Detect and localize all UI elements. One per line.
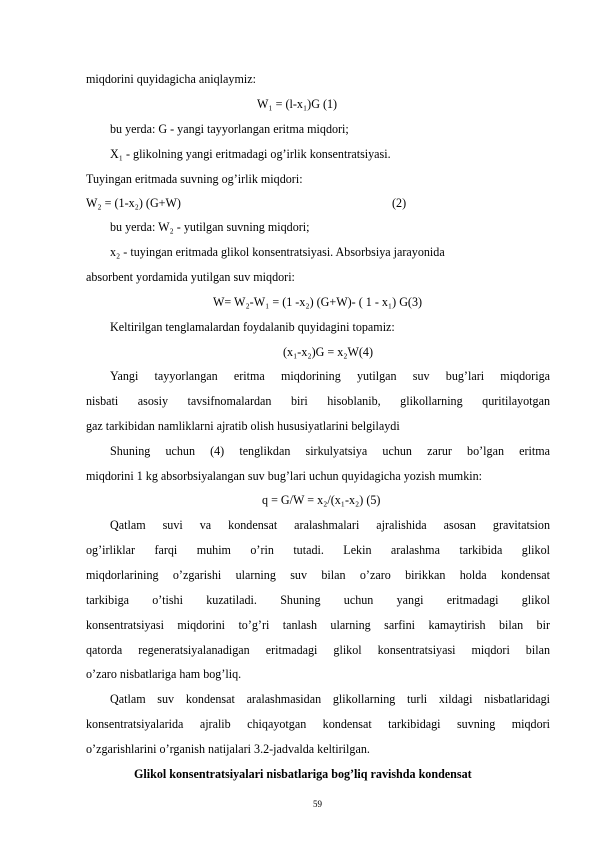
paragraph-line: konsentratsiyalarida ajralib chiqayotgan kondensat tarkibidagi suvning miqdori	[86, 717, 550, 731]
paragraph-line: Qatlam suvi va kondensat aralashmalari ajralishida asosan gravitatsion	[110, 518, 550, 532]
text-line: x₂ - tuyingan eritmada glikol konsentratsiyasi. Absorbsiya jarayonida	[110, 245, 445, 259]
formula-2-number: (2)	[392, 196, 407, 210]
paragraph-line: konsentratsiyasi miqdorini to’g’ri tanlash ularning sarfini kamaytirish bilan bir	[86, 618, 550, 632]
text-line: bu yerda: W₂ - yutilgan suvning miqdori;	[110, 220, 310, 234]
paragraph-line: o’zgarishlarini o’rganish natijalari 3.2-jadvalda keltirilgan.	[86, 742, 370, 756]
page-number: 59	[313, 799, 322, 809]
paragraph-line: tarkibiga o’tishi kuzatiladi. Shuning uchun yangi eritmadagi glikol	[86, 593, 550, 607]
paragraph-line: Shuning uchun (4) tenglikdan sirkulyatsiya uchun zarur bo’lgan eritma	[110, 444, 550, 458]
text-line: miqdorini quyidagicha aniqlaymiz:	[86, 72, 256, 86]
formula-5: q = G/W = x₂/(x₁-x₂) (5)	[262, 493, 381, 507]
paragraph-line: gaz tarkibidan namliklarni ajratib olish hususiyatlarini belgilaydi	[86, 419, 400, 433]
formula-1: W₁ = (l-x₁)G (1)	[257, 97, 338, 111]
paragraph-line: Yangi tayyorlangan eritma miqdorining yutilgan suv bug’lari miqdoriga	[110, 369, 550, 383]
text-line: absorbent yordamida yutilgan suv miqdori:	[86, 270, 295, 284]
paragraph-line: o’zaro nisbatlariga ham bog’liq.	[86, 667, 242, 681]
paragraph-line: Qatlam suv kondensat aralashmasidan glikollarning turli xildagi nisbatlaridagi	[110, 692, 550, 706]
section-heading: Glikol konsentratsiyalari nisbatlariga bog’liq ravishda kondensat	[134, 767, 472, 781]
paragraph-line: miqdorini 1 kg absorbsiyalangan suv bug’lari uchun quyidagicha yozish mumkin:	[86, 469, 483, 483]
text-line: Keltirilgan tenglamalardan foydalanib quyidagini topamiz:	[110, 320, 395, 334]
paragraph-line: nisbati asosiy tavsifnomalardan biri hisoblanib, glikollarning quritilayotgan	[86, 394, 550, 408]
paragraph-line: og’irliklar farqi muhim o’rin tutadi. Lekin aralashma tarkibida glikol	[86, 543, 550, 557]
text-line: bu yerda: G - yangi tayyorlangan eritma miqdori;	[110, 122, 349, 136]
formula-2: W₂ = (1-x₂) (G+W)	[86, 196, 181, 210]
formula-4: (x₁-x₂)G = x₂W(4)	[283, 345, 373, 359]
paragraph-line: qatorda regeneratsiyalanadigan eritmadagi glikol konsentratsiyasi miqdori bilan	[86, 643, 550, 657]
paragraph-line: miqdorlarining o’zgarishi ularning suv bilan o’zaro birikkan holda kondensat	[86, 568, 550, 582]
text-line: Tuyingan eritmada suvning og’irlik miqdori:	[86, 172, 303, 186]
formula-3: W= W₂-W₁ = (1 -x₂) (G+W)- ( 1 - x₁) G(3)	[213, 295, 423, 309]
text-line: X₁ - glikolning yangi eritmadagi og’irlik konsentratsiyasi.	[110, 147, 391, 161]
